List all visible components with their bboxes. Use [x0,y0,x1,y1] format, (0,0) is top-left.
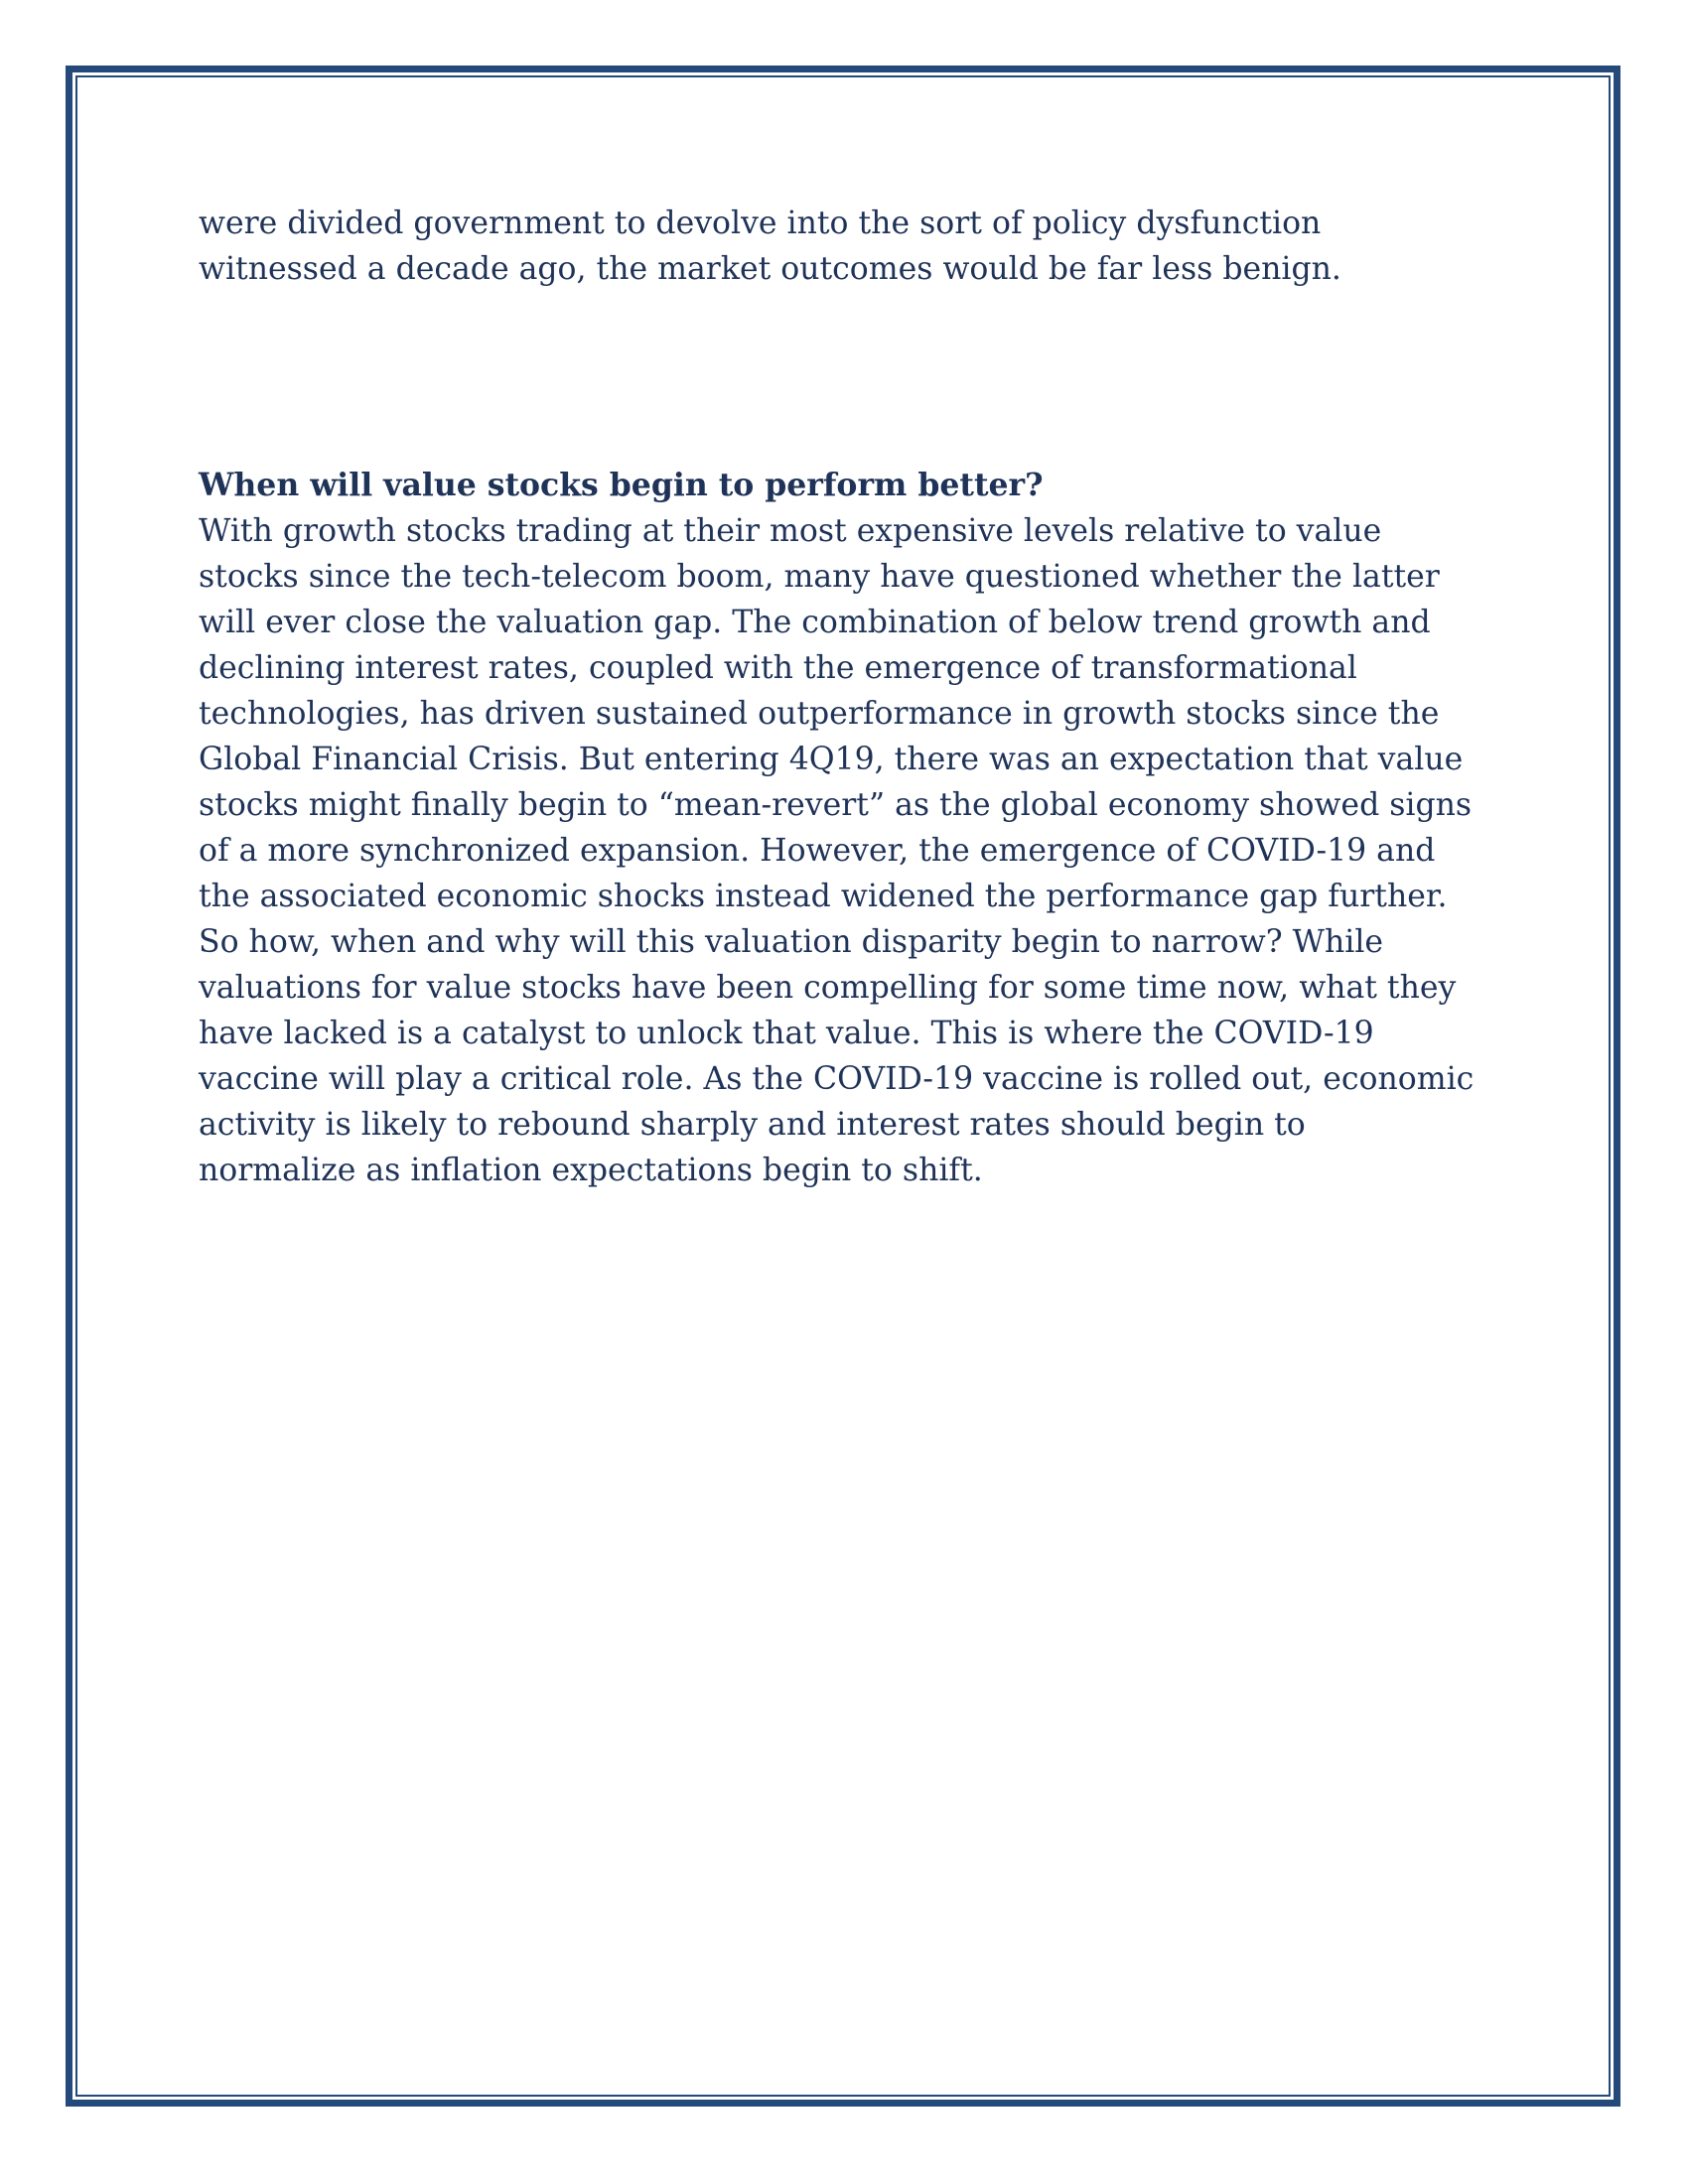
section-line: of a more synchronized expansion. However, the emergence of COVID-19 and [199,833,1436,869]
section-heading: When will value stocks begin to perform better? [199,467,1044,503]
section-line: activity is likely to rebound sharply and interest rates should begin to [199,1107,1306,1143]
section-line: declining interest rates, coupled with the emergence of transformational [199,650,1357,686]
section-line: With growth stocks trading at their most expensive levels relative to value [199,513,1382,549]
section-line: technologies, has driven sustained outperformance in growth stocks since the [199,696,1440,732]
intro-line: witnessed a decade ago, the market outcomes would be far less benign. [199,251,1341,287]
section-line: normalize as inflation expectations begin to shift. [199,1153,983,1188]
intro-paragraph [199,201,1509,292]
section-line: stocks might finally begin to “mean-revert” as the global economy showed signs [199,787,1473,823]
section-line: have lacked is a catalyst to unlock that value. This is where the COVID-19 [199,1016,1374,1051]
section-line: will ever close the valuation gap. The combination of below trend growth and [199,605,1431,640]
section-line: Global Financial Crisis. But entering 4Q19, there was an expectation that value [199,742,1464,777]
section-line: So how, when and why will this valuation disparity begin to narrow? While [199,924,1384,960]
section-line: the associated economic shocks instead widened the performance gap further. [199,879,1448,914]
section-line: stocks since the tech-telecom boom, many have questioned whether the latter [199,559,1440,595]
section-line: valuations for value stocks have been compelling for some time now, what they [199,970,1457,1006]
value-stocks-section [199,463,1509,1193]
intro-line: were divided government to devolve into the sort of policy dysfunction [199,205,1322,241]
document-body [199,201,1509,1193]
section-line: vaccine will play a critical role. As the COVID-19 vaccine is rolled out, economic [199,1061,1475,1097]
